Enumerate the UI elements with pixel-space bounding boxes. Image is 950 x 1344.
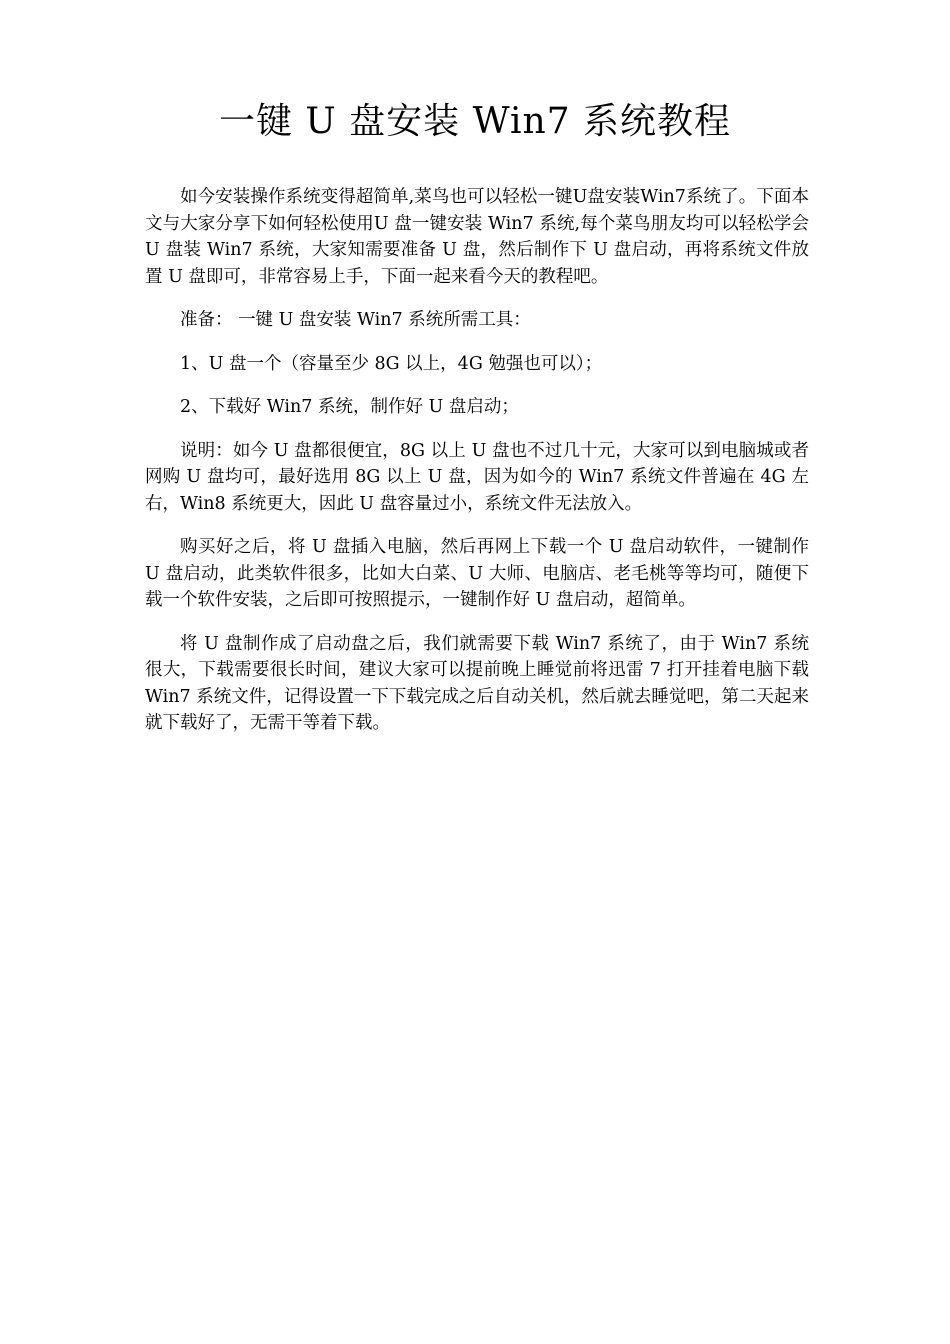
document-title: 一键 U 盘安装 Win7 系统教程 [218, 101, 732, 142]
intro-paragraph: 如今安装操作系统变得超简单,菜鸟也可以轻松一键U盘安装Win7系统了。下面本文与大家分享下如何轻松使用U 盘一键安装 Win7 系统,每个菜鸟朋友均可以轻松学会 U 盘装 Win7 系统，大家知需要准备 U 盘，然后制作下 U 盘启动，再将系统文件放置 U 盘即可，非常容易上手，下面一起来看今天的教程吧。 [145, 187, 809, 287]
tool-item-2: 2、下载好 Win7 系统，制作好 U 盘启动； [180, 397, 519, 417]
explanation-paragraph: 说明：如今 U 盘都很便宜，8G 以上 U 盘也不过几十元，大家可以到电脑城或者网购 U 盘均可，最好选用 8G 以上 U 盘，因为如今的 Win7 系统文件普遍在 4G 左右，Win8 系统更大，因此 U 盘容量过小，系统文件无法放入。 [145, 440, 809, 514]
document-body [145, 184, 809, 754]
preparation-heading: 准备： 一键 U 盘安装 Win7 系统所需工具： [180, 310, 531, 330]
purchase-paragraph: 购买好之后，将 U 盘插入电脑，然后再网上下载一个 U 盘启动软件，一键制作 U 盘启动，此类软件很多，比如大白菜、U 大师、电脑店、老毛桃等等均可，随便下载一个软件安装，之后即可按照提示，一键制作好 U 盘启动，超简单。 [145, 537, 809, 610]
tool-item-1: 1、U 盘一个（容量至少 8G 以上，4G 勉强也可以）； [180, 353, 603, 374]
download-paragraph: 将 U 盘制作成了启动盘之后，我们就需要下载 Win7 系统了，由于 Win7 系统很大，下载需要很长时间，建议大家可以提前晚上睡觉前将迅雷 7 打开挂着电脑下载 Win7 系统文件，记得设置一下下载完成之后自动关机，然后就去睡觉吧，第二天起来就下载好了，无需干等着下载。 [145, 633, 809, 733]
